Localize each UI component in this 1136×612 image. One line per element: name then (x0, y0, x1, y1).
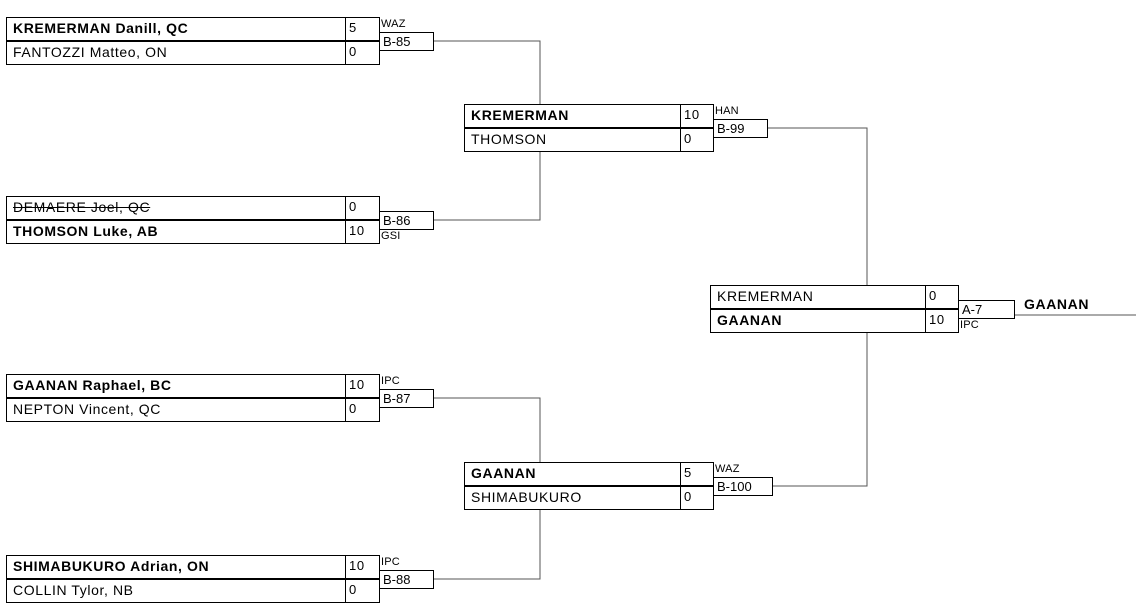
r2-match-1-p1-score: 10 (680, 104, 714, 128)
final-match-match-code: A-7 (958, 300, 1015, 319)
r2-match-1-venue-label: HAN (715, 105, 739, 117)
r2-match-2-match-code: B-100 (713, 477, 773, 496)
final-match-p2-name: GAANAN (710, 309, 926, 333)
r1-match-3-venue-label: IPC (381, 375, 400, 387)
connector-r2-upper (767, 128, 867, 285)
final-match-venue-label: IPC (960, 319, 979, 331)
r1-match-4-p1-name: SHIMABUKURO Adrian, ON (6, 555, 346, 579)
r1-match-2-p2-name: THOMSON Luke, AB (6, 220, 346, 244)
r2-match-2-p2-name: SHIMABUKURO (464, 486, 681, 510)
r2-match-2-p1-name: GAANAN (464, 462, 681, 486)
r1-match-1-venue-label: WAZ (381, 18, 406, 30)
r1-match-2-p1-score: 0 (345, 196, 380, 220)
r1-match-2-venue-label: GSI (381, 230, 401, 242)
r2-match-1-match-code: B-99 (713, 119, 768, 138)
r1-match-1-p1-score: 5 (345, 17, 380, 41)
r1-match-1-match-code: B-85 (379, 32, 434, 51)
champion-name: GAANAN (1024, 296, 1090, 312)
r2-match-1-p1-name: KREMERMAN (464, 104, 681, 128)
r1-match-3-p2-name: NEPTON Vincent, QC (6, 398, 346, 422)
r1-match-3-p2-score: 0 (345, 398, 380, 422)
connector-r2-lower (772, 333, 867, 486)
r2-match-2-p1-score: 5 (680, 462, 714, 486)
connector-r1-top-lower (433, 152, 540, 220)
r1-match-3-match-code: B-87 (379, 389, 434, 408)
r1-match-2-match-code: B-86 (379, 211, 434, 230)
r2-match-1-p2-score: 0 (680, 128, 714, 152)
r1-match-1-p2-score: 0 (345, 41, 380, 65)
r1-match-3-p1-name: GAANAN Raphael, BC (6, 374, 346, 398)
r1-match-2-p1-name: DEMAERE Joel, QC (6, 196, 346, 220)
r1-match-2-p2-score: 10 (345, 220, 380, 244)
connector-r1-top-upper (433, 41, 540, 104)
r1-match-4-p1-score: 10 (345, 555, 380, 579)
r1-match-4-match-code: B-88 (379, 570, 434, 589)
r2-match-2-venue-label: WAZ (715, 463, 740, 475)
r1-match-3-p1-score: 10 (345, 374, 380, 398)
r1-match-1-p1-name: KREMERMAN Danill, QC (6, 17, 346, 41)
connector-r1-bottom-upper (433, 398, 540, 462)
connector-r1-bottom-lower (433, 510, 540, 579)
r2-match-1-p2-name: THOMSON (464, 128, 681, 152)
r1-match-4-p2-name: COLLIN Tylor, NB (6, 579, 346, 603)
final-match-p1-name: KREMERMAN (710, 285, 926, 309)
final-match-p1-score: 0 (925, 285, 959, 309)
r2-match-2-p2-score: 0 (680, 486, 714, 510)
final-match-p2-score: 10 (925, 309, 959, 333)
r1-match-4-p2-score: 0 (345, 579, 380, 603)
r1-match-4-venue-label: IPC (381, 556, 400, 568)
r1-match-1-p2-name: FANTOZZI Matteo, ON (6, 41, 346, 65)
